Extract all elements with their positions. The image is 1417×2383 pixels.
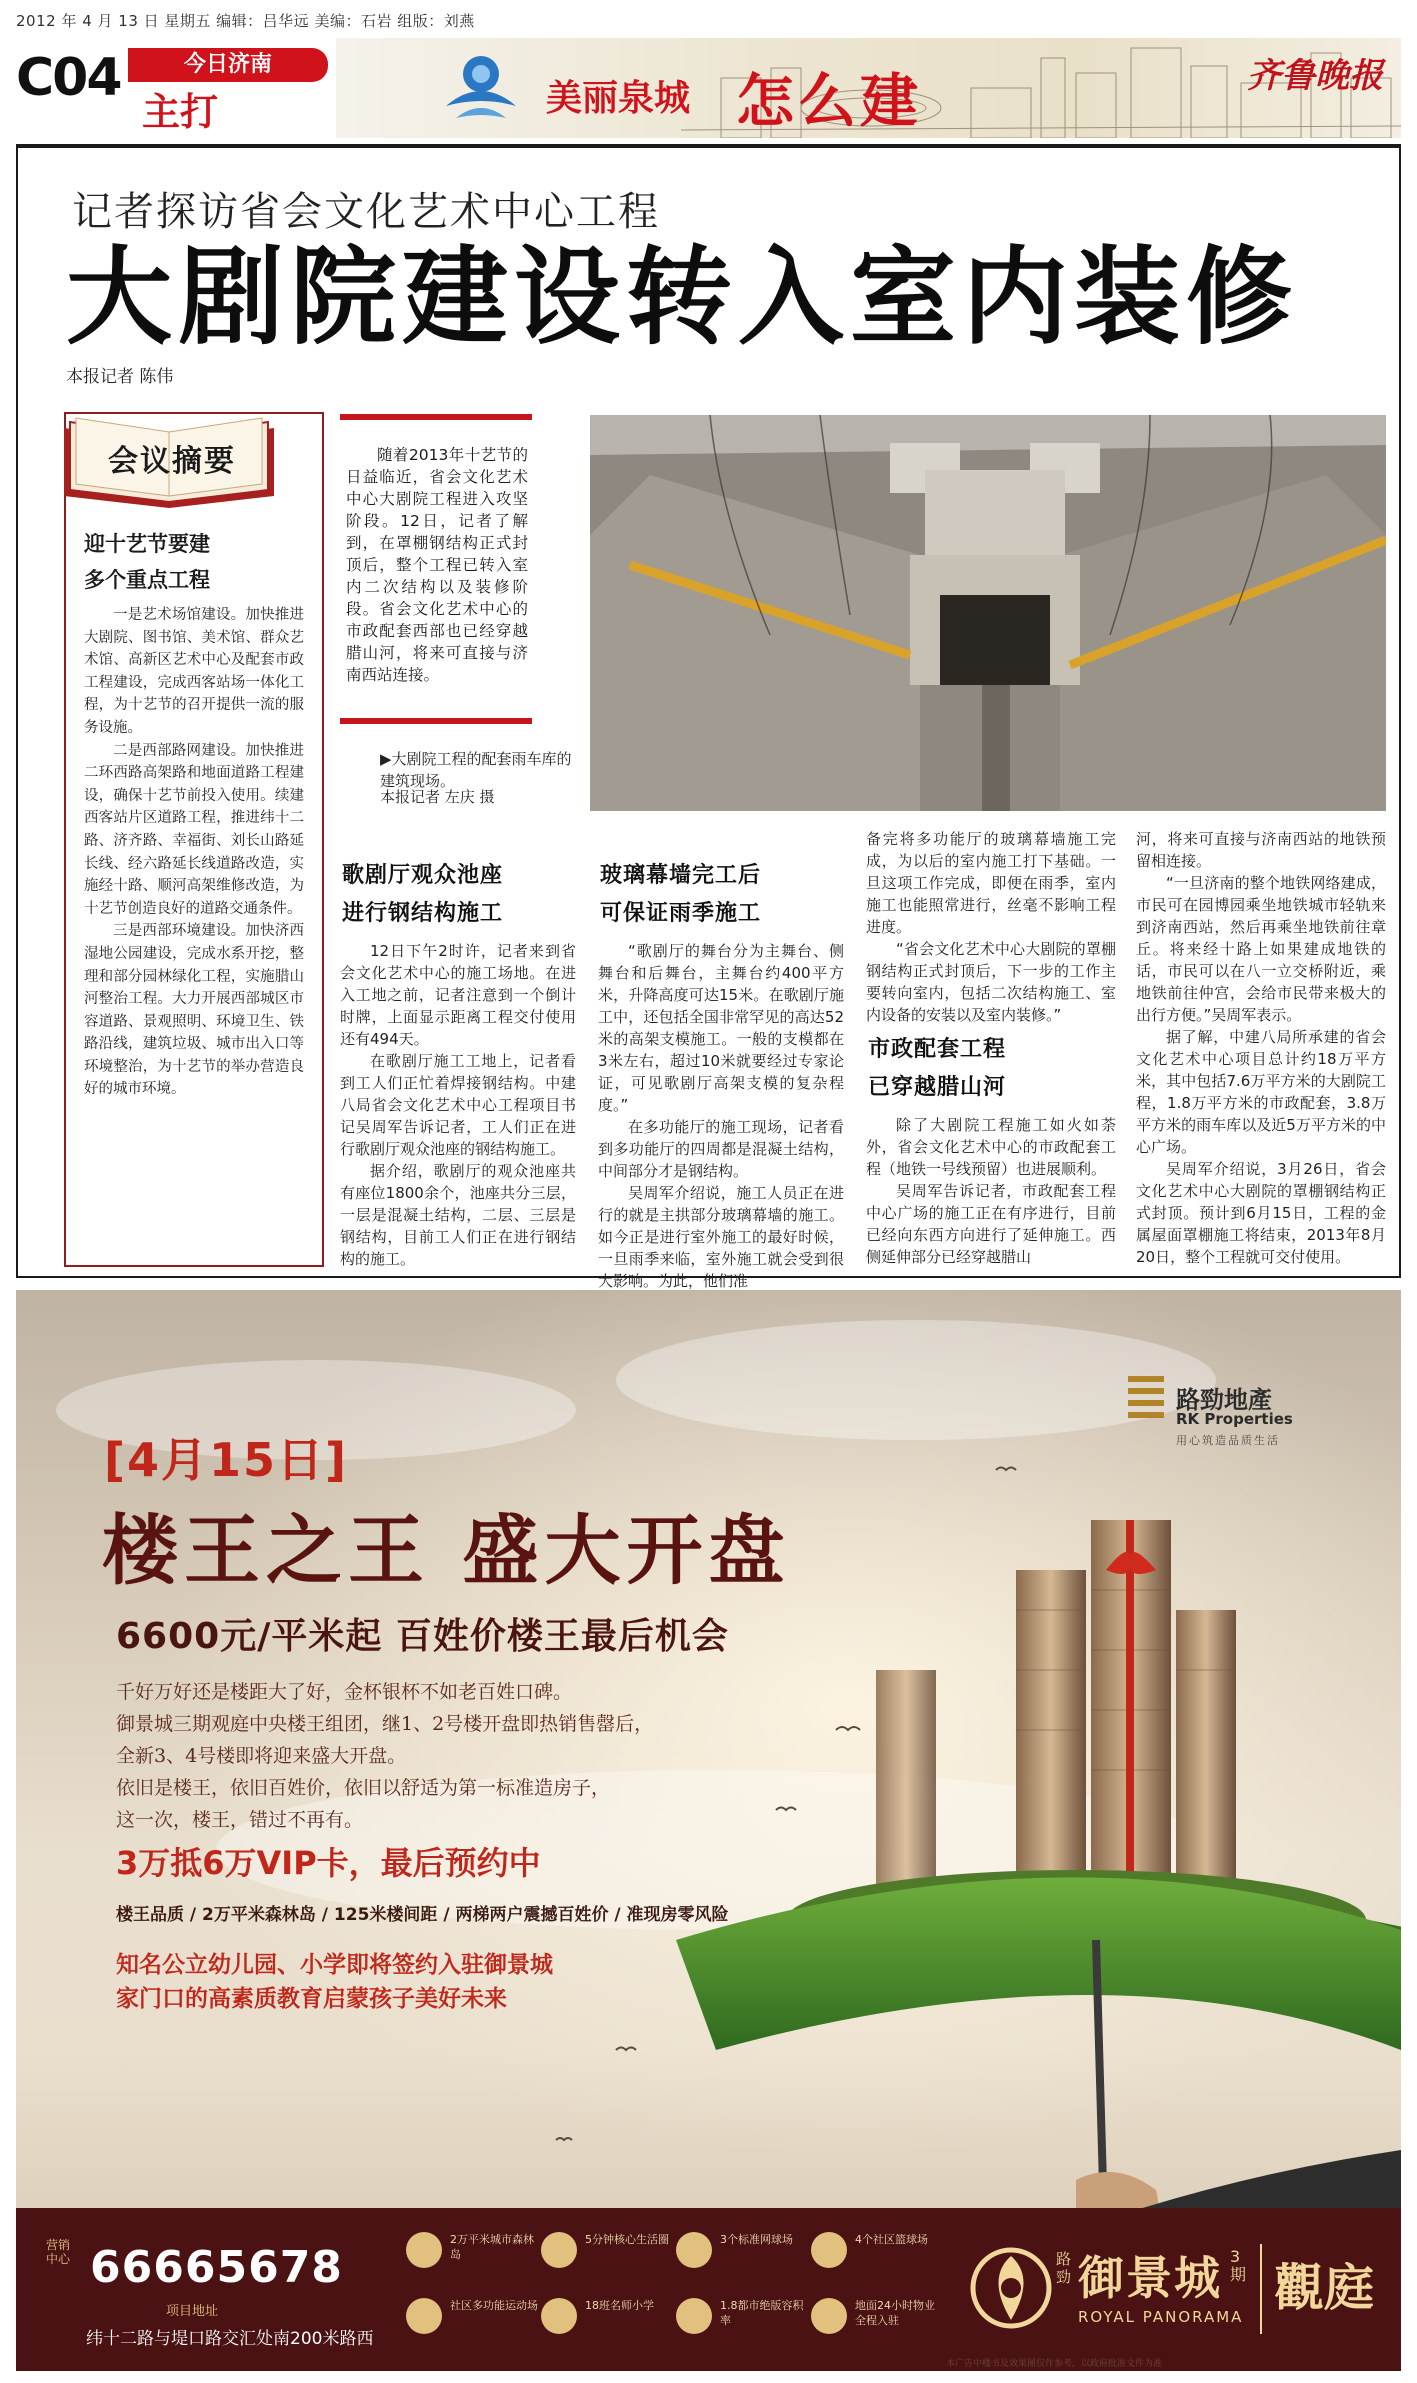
- ad-school-line2: 家门口的高素质教育启蒙孩子美好未来: [116, 1986, 507, 2012]
- column4-paragraph: 河，将来可直接与济南西站的地铁预留相连接。: [1136, 830, 1386, 870]
- ad-title: 楼王之王 盛大开盘: [102, 1506, 791, 1595]
- ad-copy-line: 御景城三期观庭中央楼王组团，继1、2号楼开盘即热销售罄后，: [116, 1713, 654, 1735]
- section2-body: [598, 940, 844, 1292]
- address-label: 项目地址: [166, 2304, 219, 2319]
- section1-paragraph: 据介绍，歌剧厅的观众池座共有座位1800余个，池座共分三层，一层是混凝土结构，二层、三层是钢结构，目前工人们正在进行钢结构的施工。: [340, 1162, 576, 1268]
- tennis-icon: [676, 2232, 712, 2268]
- summary-body: [84, 604, 304, 1101]
- page-code: C04: [16, 48, 121, 108]
- photo-caption: ▶大剧院工程的配套雨车库的建筑现场。: [380, 750, 572, 790]
- section2-paragraph: “歌剧厅的舞台分为主舞台、侧舞台和后舞台，主舞台约400平方米，升降高度可达15米。在歌剧厅施工中，还包括全国非常罕见的高达52米的高架支模施工。一般的支模都在3米左右，超过10米就要经过专家论证，可见歌剧厅高架支模的复杂程度。”: [598, 942, 844, 1114]
- developer-tagline: 用心筑造品质生活: [1176, 1434, 1280, 1447]
- ad-copy-line: 千好万好还是楼距大了好，金杯银杯不如老百姓口碑。: [116, 1681, 573, 1703]
- section2-paragraph: 吴周军介绍说，施工人员正在进行的就是主拱部分玻璃幕墙的施工。如今正是进行室外施工的最好时候，一旦雨季来临，室外施工就会受到很大影响。为此，他们准: [598, 1184, 844, 1290]
- summary-paragraph: 三是西部环境建设。加快济西湿地公园建设，完成水系开挖，整理和部分园林绿化工程，实施腊山河整治工程。大力开展西部城区市容道路、景观照明、环境卫生、铁路沿线，建筑垃圾、城市出入口等环境整治，为十艺节的举办营造良好的城市环境。: [84, 923, 304, 1098]
- feature-label: 18班名师小学: [585, 2299, 654, 2312]
- article-kicker: 记者探访省会文化艺术中心工程: [72, 189, 660, 235]
- section1-paragraph: 12日下午2时许，记者来到省会文化艺术中心的施工场地。在进入工地之前，记者注意到一个倒计时牌，上面显示距离工程交付使用还有494天。: [340, 942, 576, 1048]
- column4-body: [1136, 828, 1386, 1268]
- column4-paragraph: 据了解，中建八局所承建的省会文化艺术中心项目总计约18万平方米，其中包括7.6万平方米的大剧院工程，1.8万平方米的市政配套，3.8万平方米的雨车库以及近5万平方米的中心广场。: [1136, 1028, 1386, 1156]
- section1-title-line2: 进行钢结构施工: [342, 901, 504, 926]
- ad-copy-line: 全新3、4号楼即将迎来盛大开盘。: [116, 1745, 407, 1767]
- article-byline: 本报记者 陈伟: [66, 367, 174, 387]
- section3-title-line1: 市政配套工程: [868, 1037, 1007, 1062]
- ad-copy-line: 这一次，楼王，错过不再有。: [116, 1809, 364, 1831]
- column3-paragraph: 备完将多功能厅的玻璃幕墙施工完成，为以后的室内施工打下基础。一旦这项工作完成，即便在雨季，室内施工也能照常进行，丝毫不影响工程进度。: [866, 830, 1116, 936]
- summary-heading-line1: 迎十艺节要建: [84, 532, 210, 556]
- column3-top-body: [866, 828, 1116, 1026]
- sports-icon: [406, 2298, 442, 2334]
- spring-city-logo-icon: [436, 46, 526, 132]
- feature-tennis: [676, 2222, 811, 2282]
- feature-label: 2万平米城市森林岛: [450, 2233, 534, 2261]
- clock-icon: [541, 2232, 577, 2268]
- banner-title-beautiful-spring-city: 美丽泉城: [546, 78, 691, 119]
- feature-plot-ratio: [676, 2288, 811, 2348]
- feature-label: 地面24小时物业全程入驻: [855, 2299, 935, 2327]
- column3-paragraph: 吴周军告诉记者，市政配套工程中心广场的施工正在有序进行，目前已经向东西方向进行了延伸施工。西侧延伸部分已经穿越腊山: [866, 1182, 1116, 1266]
- section2-title-line1: 玻璃幕墙完工后: [600, 863, 762, 888]
- page-header: [16, 38, 1401, 148]
- feature-label: 4个社区篮球场: [855, 2233, 928, 2246]
- lead-paragraph: 随着2013年十艺节的日益临近，省会文化艺术中心大剧院工程进入攻坚阶段。12日，记者了解到，在罩棚钢结构正式封顶后，整个工程已转入室内二次结构以及装修阶段。省会文化艺术中心的市政配套西部也已经穿越腊山河，将来可直接与济南西站连接。: [346, 446, 528, 684]
- project-name-en: ROYAL PANORAMA: [1078, 2308, 1244, 2326]
- feature-label: 5分钟核心生活圈: [585, 2233, 669, 2246]
- tree-icon: [406, 2232, 442, 2268]
- project-name: 御景城: [1078, 2251, 1222, 2305]
- section3-title-line2: 已穿越腊山河: [868, 1075, 1007, 1100]
- summary-banner-title: 会议摘要: [108, 444, 236, 479]
- column4-paragraph: 吴周军介绍说，3月26日，省会文化艺术中心大剧院的罩棚钢结构正式封顶。预计到6月15日，工程的金属屋面罩棚施工将结束，2013年8月20日，整个工程就可交付使用。: [1136, 1160, 1386, 1266]
- feature-label: 1.8都市绝版容积率: [720, 2299, 804, 2327]
- project-phase: 3期: [1230, 2247, 1247, 2284]
- hotline-number: 66665678: [90, 2242, 343, 2293]
- service-icon: [811, 2298, 847, 2334]
- column4-paragraph: “一旦济南的整个地铁网络建成，市民可在园博园乘坐地铁城市轻轨来到济南西站，然后再乘坐地铁前往章丘。将来经十路上如果建成地铁的话，市民可以在八一立交桥附近，乘地铁前往仲宫，会给市民带来极大的出行方便。”吴周军表示。: [1136, 874, 1386, 1024]
- project-name-secondary: 觀庭: [1274, 2259, 1374, 2317]
- ad-copy: [116, 1676, 676, 1836]
- banner-title-how-to-build: 怎么建: [736, 67, 923, 135]
- developer-brand-en: RK Properties: [1176, 1410, 1293, 1428]
- feature-basketball: [811, 2222, 946, 2282]
- feature-primary-school: [541, 2288, 676, 2348]
- construction-site-photo: [590, 415, 1386, 811]
- project-divider: [1260, 2244, 1262, 2334]
- section-title: 主打: [142, 90, 219, 134]
- summary-paragraph: 二是西部路网建设。加快推进二环西路高架路和地面道路工程建设，确保十艺节前投入使用。续建西客站片区道路工程，推进纬十二路、济齐路、幸福街、刘长山路延长线、经六路延长线道路改造，实施经十路、顺河高架维修改造，为十艺节创造良好的道路交通条件。: [84, 742, 304, 917]
- feature-life-circle: [541, 2222, 676, 2282]
- ad-school-line1: 知名公立幼儿园、小学即将签约入驻御景城: [116, 1952, 553, 1978]
- school-icon: [541, 2298, 577, 2334]
- ad-vip-offer: 3万抵6万VIP卡，最后预约中: [116, 1844, 541, 1882]
- ad-copy-line: 依旧是楼王，依旧百姓价，依旧以舒适为第一标准造房子，: [116, 1777, 611, 1799]
- section1-body: [340, 940, 576, 1270]
- newspaper-name: 齐鲁晚报: [1247, 56, 1383, 96]
- column3-paragraph: “省会文化艺术中心大剧院的罩棚钢结构正式封顶后，下一步的工作主要转向室内，包括二次结构施工、室内设备的安装以及室内装修。”: [866, 940, 1116, 1024]
- feature-forest-island: [406, 2222, 541, 2282]
- section2-paragraph: 在多功能厅的施工现场，记者看到多功能厅的四周都是混凝土结构，中间部分才是钢结构。: [598, 1118, 844, 1180]
- column-banner: [336, 38, 1401, 138]
- ad-launch-date: [4月15日]: [104, 1433, 349, 1487]
- section1-title-line1: 歌剧厅观众池座: [342, 863, 504, 888]
- building-icon: [676, 2298, 712, 2334]
- section1-paragraph: 在歌剧厅施工工地上，记者看到工人们正忙着焊接钢结构。中建八局省会文化艺术中心工程项目书记吴周军告诉记者，工人们正在进行歌剧厅观众池座的钢结构施工。: [340, 1052, 576, 1158]
- feature-sports-field: [406, 2288, 541, 2348]
- basketball-icon: [811, 2232, 847, 2268]
- summary-heading-line2: 多个重点工程: [84, 568, 210, 592]
- ad-fine-print: 本广告中楼书及效果图仅作参考，以政府批准文件为准: [946, 2359, 1163, 2369]
- section2-title-line2: 可保证雨季施工: [600, 901, 762, 926]
- feature-label: 社区多功能运动场: [450, 2299, 538, 2312]
- ad-features: 楼王品质 / 2万平米森林岛 / 125米楼间距 / 两梯两户震撼百姓价 / 准现房零风险: [116, 1905, 729, 1925]
- section-label: 今日济南: [128, 48, 328, 82]
- project-logo-icon: [966, 2238, 1056, 2338]
- photo-credit: 本报记者 左庆 摄: [380, 788, 495, 806]
- column3-bottom-body: [866, 1114, 1116, 1268]
- feature-property-service: [811, 2288, 946, 2348]
- issue-meta: 2012 年 4 月 13 日 星期五 编辑：吕华远 美编：石岩 组版：刘燕: [16, 12, 475, 30]
- article-headline: 大剧院建设转入室内装修: [66, 236, 1298, 359]
- construction-pit-illustration: [590, 415, 1386, 811]
- column3-paragraph: 除了大剧院工程施工如火如荼外，省会文化艺术中心的市政配套工程（地铁一号线预留）也进展顺利。: [866, 1116, 1116, 1178]
- ad-footer-bar: [16, 2208, 1401, 2371]
- project-developer-mark: 路勁: [1056, 2250, 1072, 2286]
- address-value: 纬十二路与堤口路交汇处南200米路西: [86, 2329, 374, 2349]
- ad-price: 6600元/平米起 百姓价楼王最后机会: [116, 1616, 729, 1657]
- summary-paragraph: 一是艺术场馆建设。加快推进大剧院、图书馆、美术馆、群众艺术馆、高新区艺术中心及配套市政工程建设，完成西客站场一体化工程，为十艺节的召开提供一流的服务设施。: [84, 607, 304, 736]
- hotline-label: 营销中心: [46, 2238, 71, 2266]
- feature-label: 3个标准网球场: [720, 2233, 793, 2246]
- real-estate-advertisement: [16, 1290, 1401, 2371]
- developer-brand-cn: 路勁地產: [1176, 1386, 1272, 1414]
